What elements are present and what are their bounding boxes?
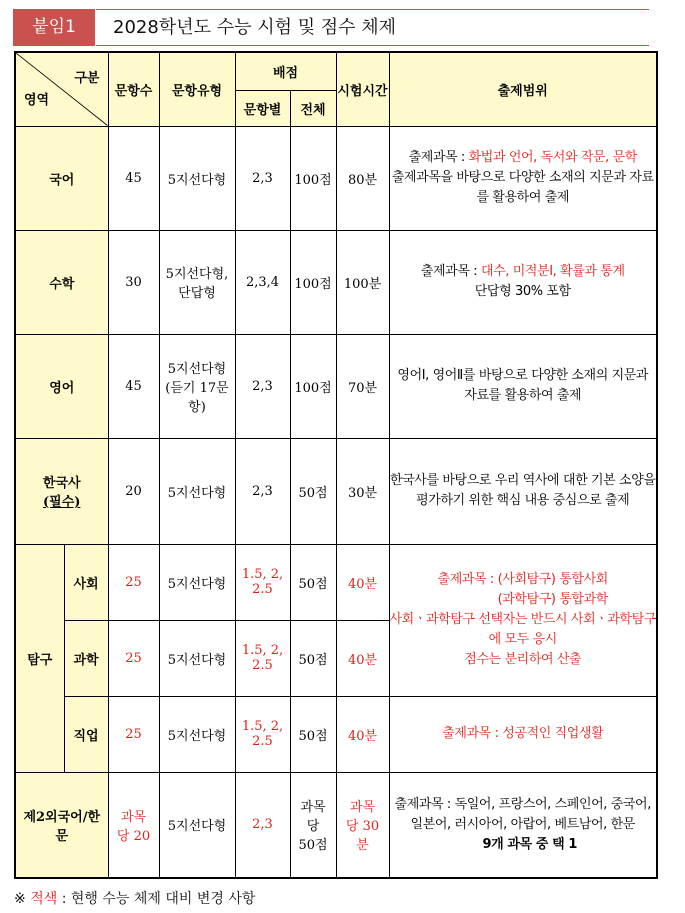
time-science: 40분 <box>336 620 389 696</box>
time-job: 40분 <box>336 696 389 772</box>
header-range: 출제범위 <box>389 52 657 126</box>
range-korean-1: 출제과목 : 화법과 언어, 독서와 작문, 문학 <box>408 150 637 165</box>
range-second-1: 출제과목 : 독일어, 프랑스어, 스페인어, 중국어, 일본어, 러시아어, 아랍어, 베트남어, 한문 <box>394 796 651 832</box>
type-science: 5지선다형 <box>159 620 235 696</box>
sub-job: 직업 <box>64 696 108 772</box>
type-english: 5지선다형 (듣기 17문항) <box>159 334 235 438</box>
sub-science: 과학 <box>64 620 108 696</box>
type-job: 5지선다형 <box>159 696 235 772</box>
area-history: 한국사 (필수) <box>15 438 108 544</box>
footnote-red-label: 적색 <box>30 891 58 907</box>
header-count: 문항수 <box>108 52 159 126</box>
table-row <box>15 334 657 438</box>
per-history: 2,3 <box>235 438 290 544</box>
range-tamgu-2: 사회ㆍ과학탐구 선택자는 반드시 사회ㆍ과학탐구에 모두 응시 <box>389 612 657 647</box>
total-second: 과목당 50점 <box>290 772 336 878</box>
type-second: 5지선다형 <box>159 772 235 878</box>
range-history <box>389 438 657 544</box>
total-korean: 100점 <box>290 126 336 230</box>
count-korean: 45 <box>108 126 159 230</box>
exam-structure-table <box>14 51 658 879</box>
footnote <box>14 888 255 908</box>
range-tamgu-1: 출제과목 : (사회탐구) 통합사회 <box>437 572 608 587</box>
total-social: 50점 <box>290 544 336 620</box>
range-tamgu-3: 점수는 분리하여 산출 <box>464 652 582 667</box>
range-tamgu-1b: (과학탐구) 통합과학 <box>497 592 608 607</box>
per-english: 2,3 <box>235 334 290 438</box>
range-history-1: 한국사를 바탕으로 우리 역사에 대한 기본 소양을 평가하기 위한 핵심 내용 중심으로 출제 <box>389 473 656 508</box>
per-math: 2,3,4 <box>235 230 290 334</box>
header-gubun: 구분 <box>74 71 100 86</box>
header-points: 배점 <box>235 52 336 90</box>
type-social: 5지선다형 <box>159 544 235 620</box>
time-english: 70분 <box>336 334 389 438</box>
header-time: 시험시간 <box>336 52 389 126</box>
count-history: 20 <box>108 438 159 544</box>
type-korean: 5지선다형 <box>159 126 235 230</box>
header-yeongyeok: 영역 <box>24 92 50 108</box>
count-social: 25 <box>108 544 159 620</box>
range-job <box>389 696 657 772</box>
time-social: 40분 <box>336 544 389 620</box>
range-math-1: 출제과목 : 대수, 미적분Ⅰ, 확률과 통계 <box>420 264 625 279</box>
time-math: 100분 <box>336 230 389 334</box>
footnote-text: : 현행 수능 체제 대비 변경 사항 <box>61 891 256 907</box>
range-korean <box>389 126 657 230</box>
type-math: 5지선다형, 단답형 <box>159 230 235 334</box>
range-english <box>389 334 657 438</box>
header-rule-bottom <box>96 45 649 46</box>
count-math: 30 <box>108 230 159 334</box>
attachment-badge: 붙임1 <box>13 9 95 46</box>
count-job: 25 <box>108 696 159 772</box>
table-row <box>15 772 657 878</box>
time-second: 과목당 30분 <box>336 772 389 878</box>
reference-mark-icon: ※ <box>14 891 26 907</box>
area-tamgu: 탐구 <box>15 544 64 772</box>
range-math <box>389 230 657 334</box>
range-social-science <box>389 544 657 696</box>
total-math: 100점 <box>290 230 336 334</box>
per-job: 1.5, 2, 2.5 <box>235 696 290 772</box>
area-second: 제2외국어/한문 <box>15 772 108 878</box>
per-science: 1.5, 2, 2.5 <box>235 620 290 696</box>
total-science: 50점 <box>290 620 336 696</box>
header-points-per: 문항별 <box>235 90 290 126</box>
range-korean-2: 출제과목을 바탕으로 다양한 소재의 지문과 자료를 활용하여 출제 <box>391 170 654 205</box>
area-english: 영어 <box>15 334 108 438</box>
time-history: 30분 <box>336 438 389 544</box>
total-history: 50점 <box>290 438 336 544</box>
count-english: 45 <box>108 334 159 438</box>
count-science: 25 <box>108 620 159 696</box>
header-type: 문항유형 <box>159 52 235 126</box>
total-english: 100점 <box>290 334 336 438</box>
per-social: 1.5, 2, 2.5 <box>235 544 290 620</box>
page-title: 2028학년도 수능 시험 및 점수 체제 <box>113 17 397 38</box>
count-second: 과목당 20 <box>108 772 159 878</box>
area-math: 수학 <box>15 230 108 334</box>
table-row <box>15 544 657 620</box>
sub-social: 사회 <box>64 544 108 620</box>
table-row <box>15 696 657 772</box>
range-math-2: 단답형 30% 포함 <box>474 284 571 299</box>
header-corner <box>15 52 108 126</box>
range-english-1: 영어Ⅰ, 영어Ⅱ를 바탕으로 다양한 소재의 지문과 자료를 활용하여 출제 <box>397 368 649 403</box>
table-row <box>15 438 657 544</box>
table-row <box>15 230 657 334</box>
range-second <box>389 772 657 878</box>
total-job: 50점 <box>290 696 336 772</box>
range-second-2: 9개 과목 중 택 1 <box>482 836 578 852</box>
range-tamgu-4: 출제과목 : 성공적인 직업생활 <box>442 726 604 741</box>
type-history: 5지선다형 <box>159 438 235 544</box>
area-korean: 국어 <box>15 126 108 230</box>
per-second: 2,3 <box>235 772 290 878</box>
header-points-total: 전체 <box>290 90 336 126</box>
time-korean: 80분 <box>336 126 389 230</box>
table-row <box>15 126 657 230</box>
per-korean: 2,3 <box>235 126 290 230</box>
